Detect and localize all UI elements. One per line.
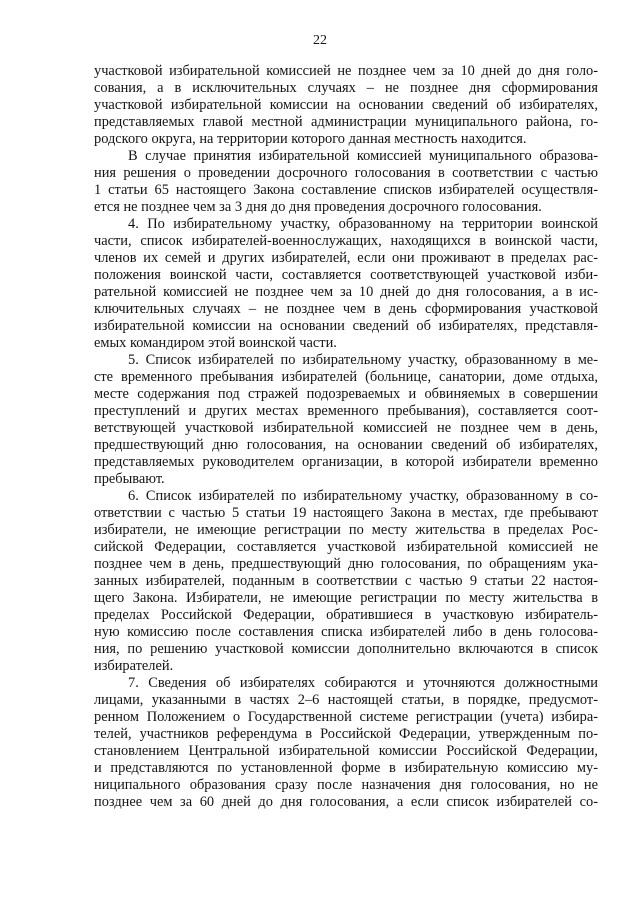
text-line: избиратели, не имеющие регистрации по месту жительства в пределах Рос- [94,522,598,538]
text-line: участковой избирательной комиссии на основании сведений об избирателях, [94,97,598,113]
text-line: 6. Список избирателей по избирательному участку, образованному в со- [128,488,598,504]
text-line: сования, а в исключительных случаях – не позднее дня сформирования [94,80,598,96]
text-line: ную комиссию после составления списка избирателей либо в день голосова- [94,624,598,640]
text-line: избирателей. [94,658,174,674]
text-line: сте временного пребывания избирателей (больнице, санатории, доме отдыха, [94,369,598,385]
text-line: избирательной комиссии на основании сведений об избирателях, представля- [94,318,598,334]
text-line: 1 статьи 65 настоящего Закона составление списков избирателей осуществля- [94,182,598,198]
paragraph-continuation [94,63,598,148]
text-line: родского округа, на территории которого данная местность находится. [94,131,527,147]
text-line: представляемых главой местной администрации муниципального района, го- [94,114,598,130]
text-line: сийской Федерации, составляется участковой избирательной комиссией не [94,539,598,555]
text-line: положения воинской части, составляется соответствующей участковой изби- [94,267,598,283]
text-line: лицами, указанными в частях 2–6 настоящей статьи, в порядке, предусмот- [94,692,598,708]
body-text [94,63,598,811]
text-line: ния, по решению участковой комиссии дополнительно включаются в список [94,641,598,657]
page-number: 22 [313,33,327,48]
paragraph-item-7 [94,675,598,811]
text-line: предшествующий дню голосования, на основании сведений об избирателях, [94,437,598,453]
text-line: телей, участников референдума в Российской Федерации, утвержденным по- [94,726,598,742]
text-line: ветствующей участковой избирательной комиссией не позднее чем в день, [94,420,598,436]
text-line: представляемых руководителем организации, в которой избиратели временно [94,454,598,470]
text-line: В случае принятия избирательной комиссией муниципального образова- [128,148,598,164]
text-line: рательной комиссией не позднее чем за 10 дней до дня голосования, а в ис- [94,284,598,300]
text-line: части, список избирателей-военнослужащих, находящихся в воинской части, [94,233,598,249]
text-line: ется не позднее чем за 3 дня до дня проведения досрочного голосования. [94,199,542,215]
text-line: емых командиром этой воинской части. [94,335,337,351]
text-line: ниципального образования сразу после назначения дня голосования, но не [94,777,598,793]
text-line: 7. Сведения об избирателях собираются и уточняются должностными [128,675,598,691]
text-line: ответствии с частью 5 статьи 19 настоящего Закона в местах, где пребывают [94,505,598,521]
text-line: 4. По избирательному участку, образованному на территории воинской [128,216,598,232]
text-line: членов их семей и других избирателей, если они проживают в пределах рас- [94,250,598,266]
text-line: участковой избирательной комиссией не позднее чем за 10 дней до дня голо- [94,63,598,79]
paragraph-early-voting [94,148,598,216]
text-line: ренном Положением о Государственной системе регистрации (учета) избира- [94,709,598,725]
paragraph-item-4 [94,216,598,352]
text-line: 5. Список избирателей по избирательному участку, образованному в ме- [128,352,598,368]
paragraph-item-5 [94,352,598,488]
text-line: преступлений и других местах временного пребывания), составляется соот- [94,403,598,419]
text-line: ключительных случаях – не позднее чем в день сформирования участковой [94,301,598,317]
text-line: позднее чем в день, предшествующий дню голосования, по обращениям ука- [94,556,598,572]
text-line: и представляются по установленной форме в избирательную комиссию му- [94,760,598,776]
text-line: месте содержания под стражей подозреваемых и обвиняемых в совершении [94,386,598,402]
text-line: становлением Центральной избирательной комиссии Российской Федерации, [94,743,598,759]
text-line: пребывают. [94,471,165,487]
text-line: позднее чем за 60 дней до дня голосования, а если список избирателей со- [94,794,598,810]
text-line: пределах Российской Федерации, обратившиеся в участковую избиратель- [94,607,598,623]
text-line: ния решения о проведении досрочного голосования в соответствии с частью [94,165,598,181]
paragraph-item-6 [94,488,598,675]
text-line: занных избирателей, поданным в соответствии с частью 9 статьи 22 настоя- [94,573,598,589]
text-line: щего Закона. Избиратели, не имеющие регистрации по месту жительства в [94,590,598,606]
